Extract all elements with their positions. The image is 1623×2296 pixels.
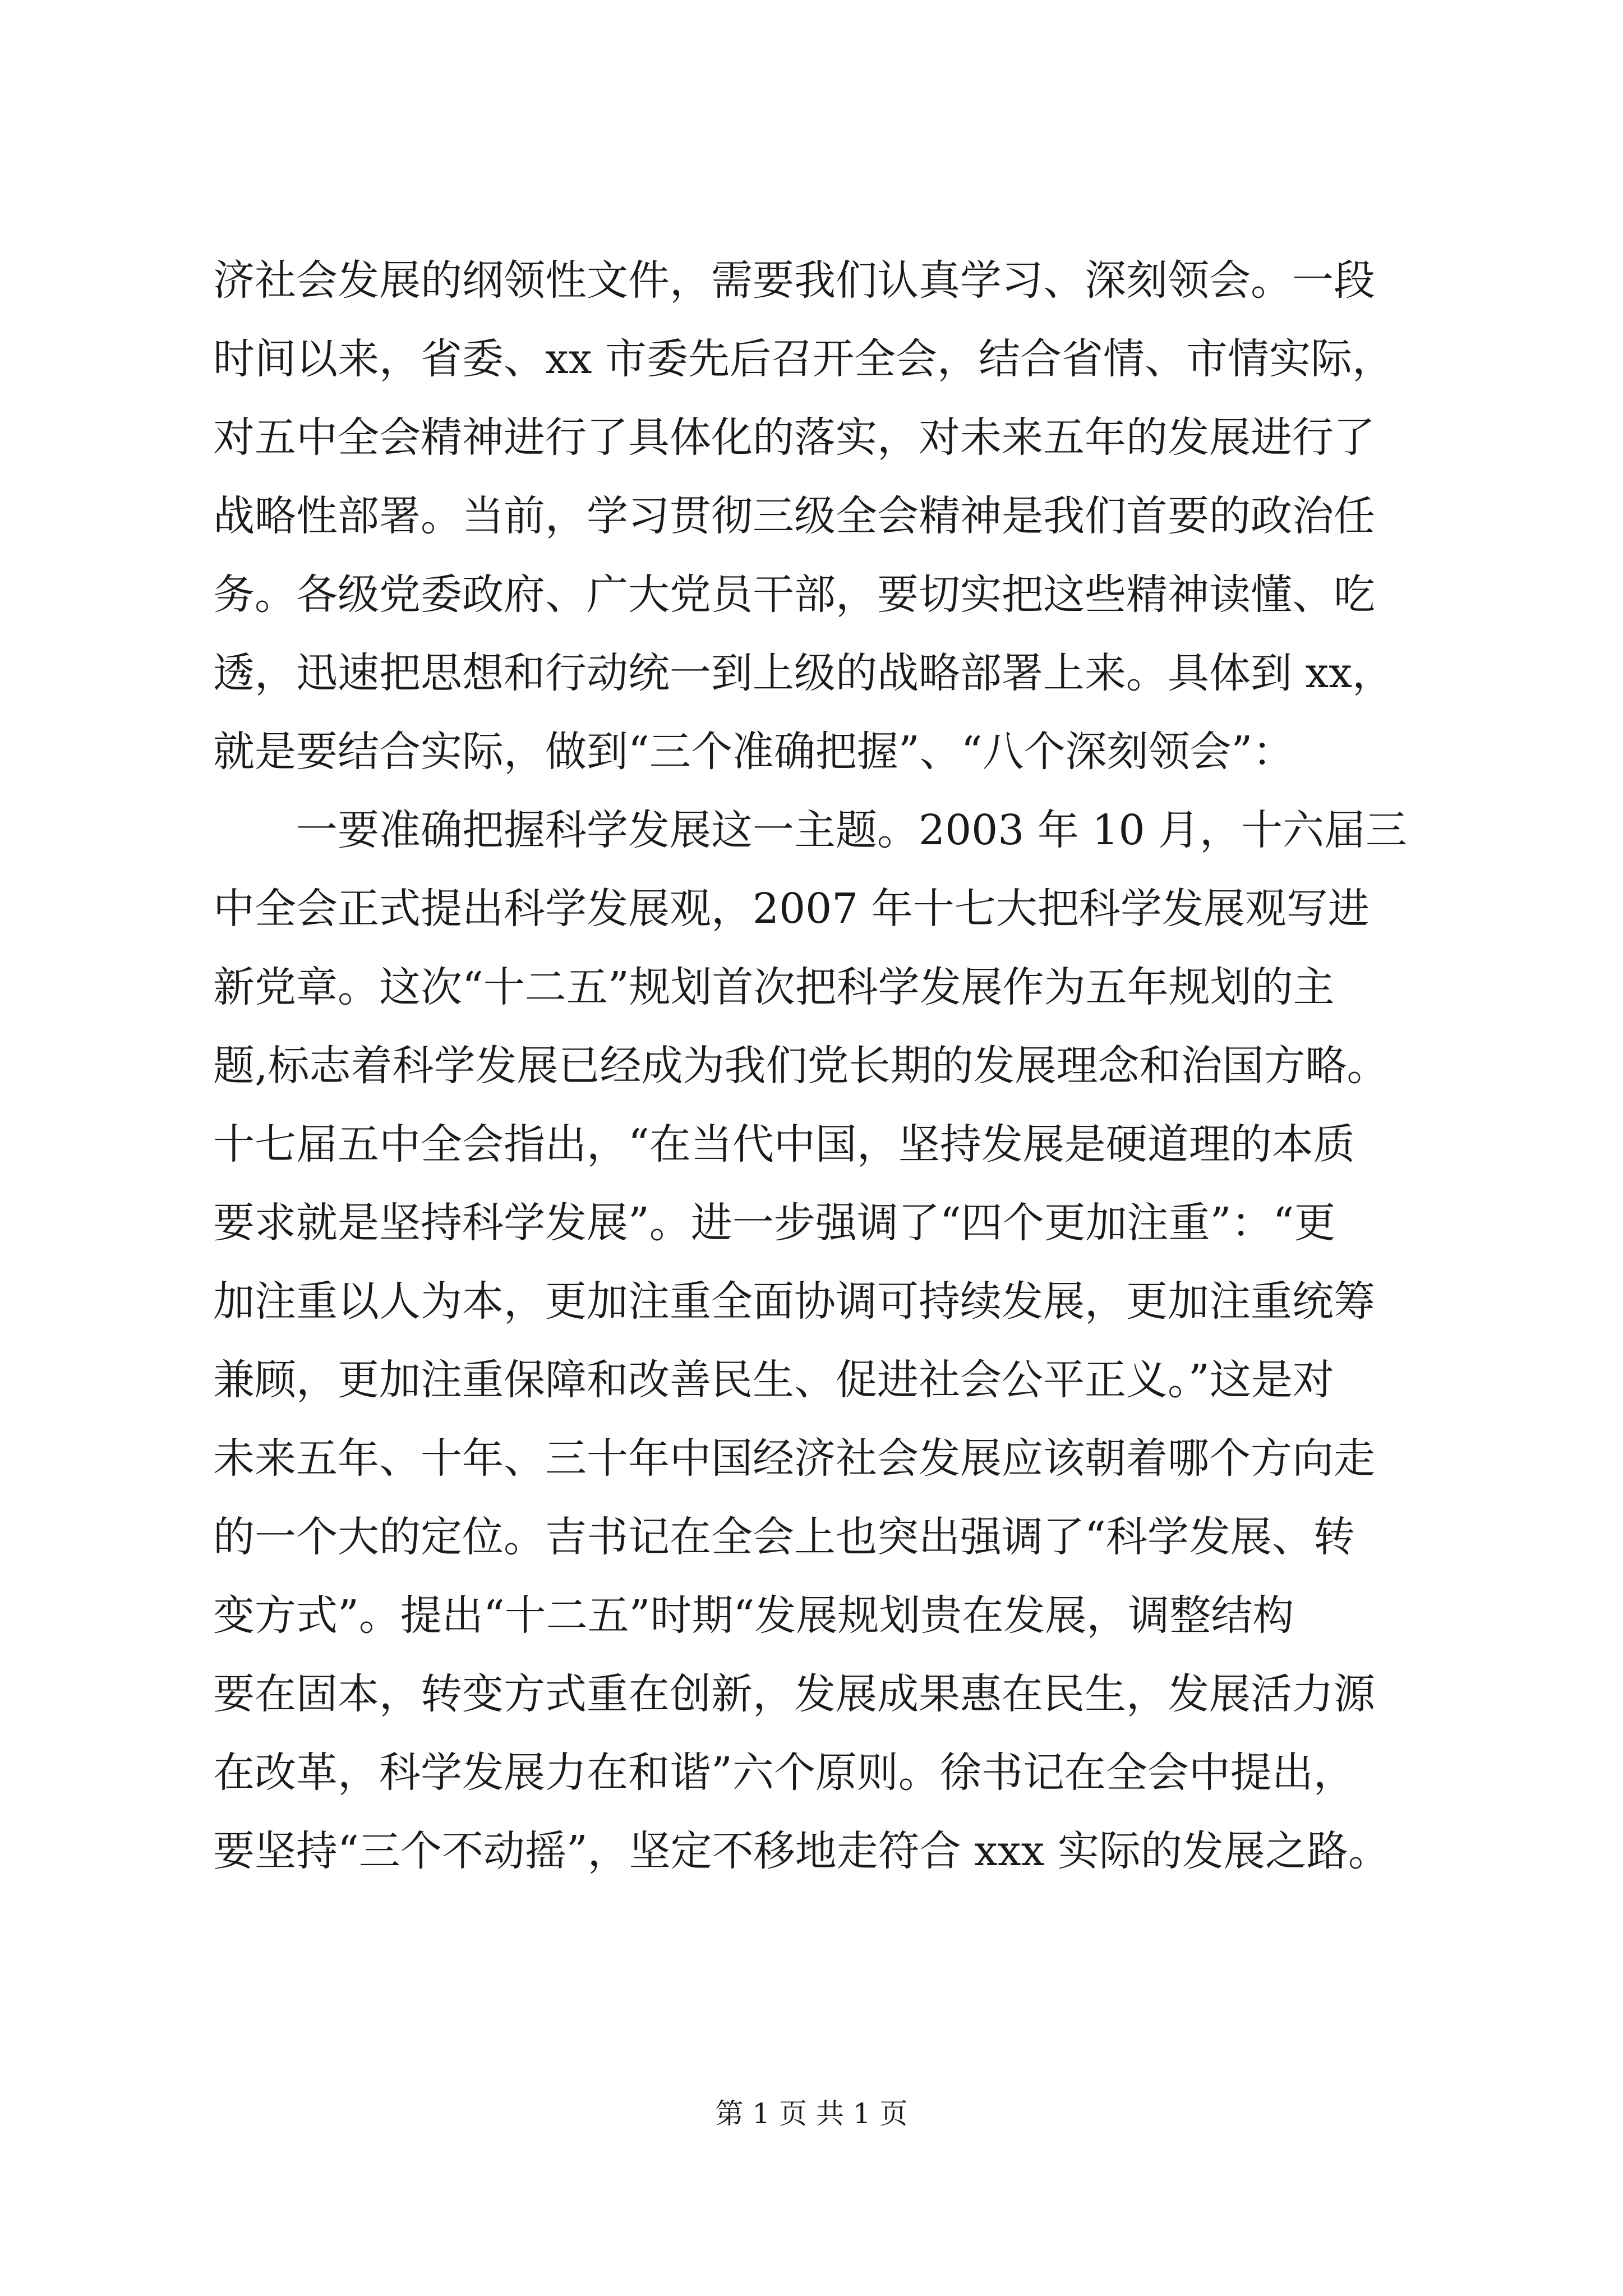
body-line-3: 对五中全会精神进行了具体化的落实，对未来五年的发展进行了	[213, 413, 1375, 462]
body-line-12: 十七届五中全会指出，“在当代中国，坚持发展是硬道理的本质	[213, 1120, 1355, 1168]
body-line-17: 的一个大的定位。吉书记在全会上也突出强调了“科学发展、转	[213, 1513, 1355, 1561]
body-line-11: 题,标志着科学发展已经成为我们党长期的发展理念和治国方略。	[213, 1042, 1389, 1090]
body-line-6: 透，迅速把思想和行动统一到上级的战略部署上来。具体到 xx，	[213, 649, 1394, 697]
body-line-9: 中全会正式提出科学发展观，2007 年十七大把科学发展观写进	[213, 885, 1370, 933]
body-line-21: 要坚持“三个不动摇”，坚定不移地走符合 xxx 实际的发展之路。	[213, 1827, 1390, 1875]
body-line-19: 要在固本，转变方式重在创新，发展成果惠在民生，发展活力源	[213, 1670, 1375, 1718]
body-line-5: 务。各级党委政府、广大党员干部，要切实把这些精神读懂、吃	[213, 570, 1375, 619]
body-line-2: 时间以来，省委、xx 市委先后召开全会，结合省情、市情实际，	[213, 335, 1394, 383]
page-number-footer: 第 1 页 共 1 页	[715, 2097, 908, 2130]
body-line-4: 战略性部署。当前，学习贯彻三级全会精神是我们首要的政治任	[213, 492, 1375, 540]
body-line-1: 济社会发展的纲领性文件，需要我们认真学习、深刻领会。一段	[213, 256, 1375, 305]
body-line-15: 兼顾，更加注重保障和改善民生、促进社会公平正义。”这是对	[213, 1356, 1334, 1404]
body-line-16: 未来五年、十年、三十年中国经济社会发展应该朝着哪个方向走	[213, 1434, 1375, 1483]
body-line-10: 新党章。这次“十二五”规划首次把科学发展作为五年规划的主	[213, 963, 1335, 1011]
body-line-8: 一要准确把握科学发展这一主题。2003 年 10 月，十六届三	[296, 806, 1408, 854]
body-line-20: 在改革，科学发展力在和谐”六个原则。徐书记在全会中提出，	[213, 1749, 1355, 1797]
body-line-18: 变方式”。提出“十二五”时期“发展规划贵在发展，调整结构	[213, 1591, 1294, 1640]
body-line-14: 加注重以人为本，更加注重全面协调可持续发展，更加注重统筹	[213, 1277, 1375, 1326]
body-line-13: 要求就是坚持科学发展”。进一步强调了“四个更加注重”：“更	[213, 1199, 1336, 1247]
body-line-7: 就是要结合实际，做到“三个准确把握”、“八个深刻领会”：	[213, 728, 1294, 776]
